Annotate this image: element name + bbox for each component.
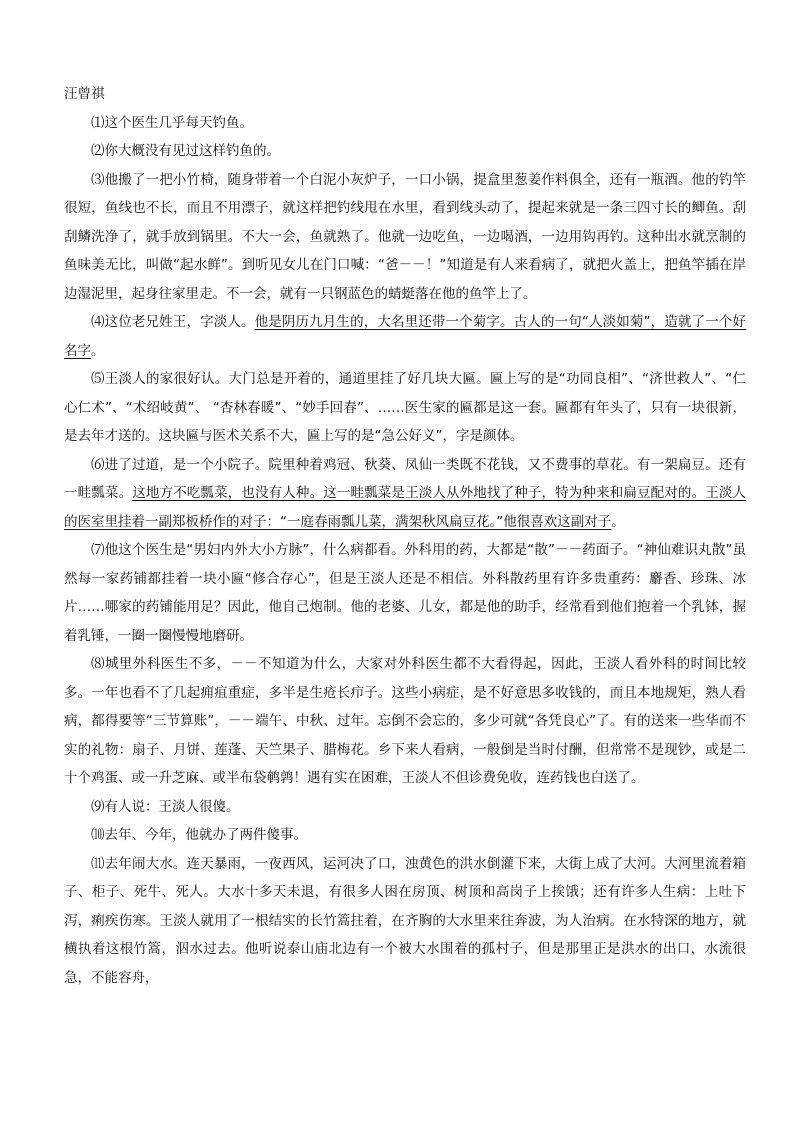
paragraph-text: ⑾去年闹大水。连天暴雨，一夜西风，运河决了口，浊黄色的洪水倒灌下来，大街上成了大河。大河里流着箱子、柜子、死牛、死人。大水十多天未退，有很多人困在房顶、树顶和高岗子上挨饿；还有许多人生病：上吐下泻，痢疾伤寒。王淡人就用了一根结实的长竹篙拄着，在齐胸的大水里来往奔波，为人治病。在水特深的地方，就横执着这根竹篙，泅水过去。他听说泰山庙北边有一个被大水围着的孤村子，但是那里正是洪水的出口，水流很急，不能容舟， (64, 855, 746, 986)
paragraph-text: ⑹进了过道，是一个小院子。院里种着鸡冠、秋葵、凤仙一类既不花钱，又不费事的草花。有一架扁豆。还有一畦瓢菜。 (64, 456, 746, 501)
paragraph-text: ⑷这位老兄姓王，字淡人。 (91, 314, 255, 330)
paragraph-text: ⑻城里外科医生不多，－－不知道为什么，大家对外科医生都不大看得起，因此，王淡人看外科的时间比较多。一年也看不了几起痈疽重症，多半是生疮长疖子。这些小病症，是不好意思多收钱的，而且本地规矩，熟人看病，都得要等“三节算账”，－－端午、中秋、过年。忘倒不会忘的，多少可就“各凭良心”了。有的送来一些华而不实的礼物：扇子、月饼、莲蓬、天竺果子、腊梅花。乡下来人看病，一般倒是当时付酬，但常常不是现钞，或是二十个鸡蛋、或一升芝麻、或半布袋鹌鹑！遇有实在困难，王淡人不但诊费免收，连药钱也白送了。 (64, 656, 746, 786)
paragraph (64, 451, 746, 537)
article-body (64, 109, 746, 993)
paragraph (64, 650, 746, 793)
paragraph-text: ⑴这个医生几乎每天钓鱼。 (91, 114, 253, 131)
underlined-text: 这地方不吃瓢菜，也没有人种。这一畦瓢菜是王淡人从外地找了种子，特为种来和扁豆配对的。王淡人的医室里挂着一副郑板桥作的对子：“一庭春雨瓢儿菜，满架秋风扁豆花。”他很喜欢这副对子 (64, 485, 747, 530)
paragraph (64, 793, 746, 822)
paragraph-text: 。 (91, 342, 105, 359)
paragraph-text: ⑶他搬了一把小竹椅，随身带着一个白泥小灰炉子，一口小锅，提盒里葱姜作料俱全，还有一瓶酒。他的钓竿很短，鱼线也不长，而且不用漂子，就这样把钓线甩在水里，看到线头动了，提起来就是一条三四寸长的鲫鱼。刮刮鳞洗净了，就手放到锅里。不大一会，鱼就熟了。他就一边吃鱼，一边喝酒，一边用钩再钓。这种出水就烹制的鱼味美无比，叫做“起水鲜”。到听见女儿在门口喊：“爸－－！”知道是有人来看病了，就把火盖上，把鱼竿插在岸边湿泥里，起身往家里走。不一会，就有一只钢蓝色的蜻蜓落在他的鱼竿上了。 (64, 171, 746, 302)
paragraph (64, 166, 746, 309)
paragraph-text: ⑽去年、今年，他就办了两件傻事。 (91, 827, 307, 843)
paragraph-text: ⑵你大概没有见过这样钓鱼的。 (91, 143, 280, 159)
document-page (64, 80, 746, 992)
author-name: 汪曾祺 (64, 86, 105, 102)
paragraph (64, 137, 746, 166)
paragraph (64, 308, 746, 365)
paragraph-text: 。 (611, 513, 625, 530)
paragraph (64, 850, 746, 993)
paragraph (64, 821, 746, 850)
paragraph (64, 536, 746, 650)
paragraph-text: ⑼有人说：王淡人很傻。 (91, 798, 240, 815)
paragraph-text: ⑸王淡人的家很好认。大门总是开着的，通道里挂了好几块大匾。匾上写的是“功同良相”、“济世救人”、“仁心仁术”、“术绍岐黄”、 “杏林春暖”、“妙手回春”、……医生家的匾都是这一套。匾都有年头了，只有一块很新，是去年才送的。这块匾与医术关系不大，匾上写的是“急公好义”，字是颜体。 (64, 371, 746, 444)
paragraph-text: ⑺他这个医生是“男妇内外大小方脉”，什么病都看。外科用的药，大都是“散”－－药面子。“神仙难识丸散”虽然每一家药铺都挂着一块小匾“修合存心”，但是王淡人还是不相信。外科散药里有许多贵重药：麝香、珍珠、冰片……哪家的药铺能用足？因此，他自己炮制。他的老婆、儿女，都是他的助手，经常看到他们抱着一个乳钵，握着乳锤，一圈一圈慢慢地磨研。 (64, 542, 746, 644)
underlined-text: 他是阴历九月生的，大名里还带一个菊字。古人的一句“人淡如菊”，造就了一个好名字 (64, 314, 746, 359)
paragraph (64, 365, 746, 451)
paragraph (64, 109, 746, 138)
